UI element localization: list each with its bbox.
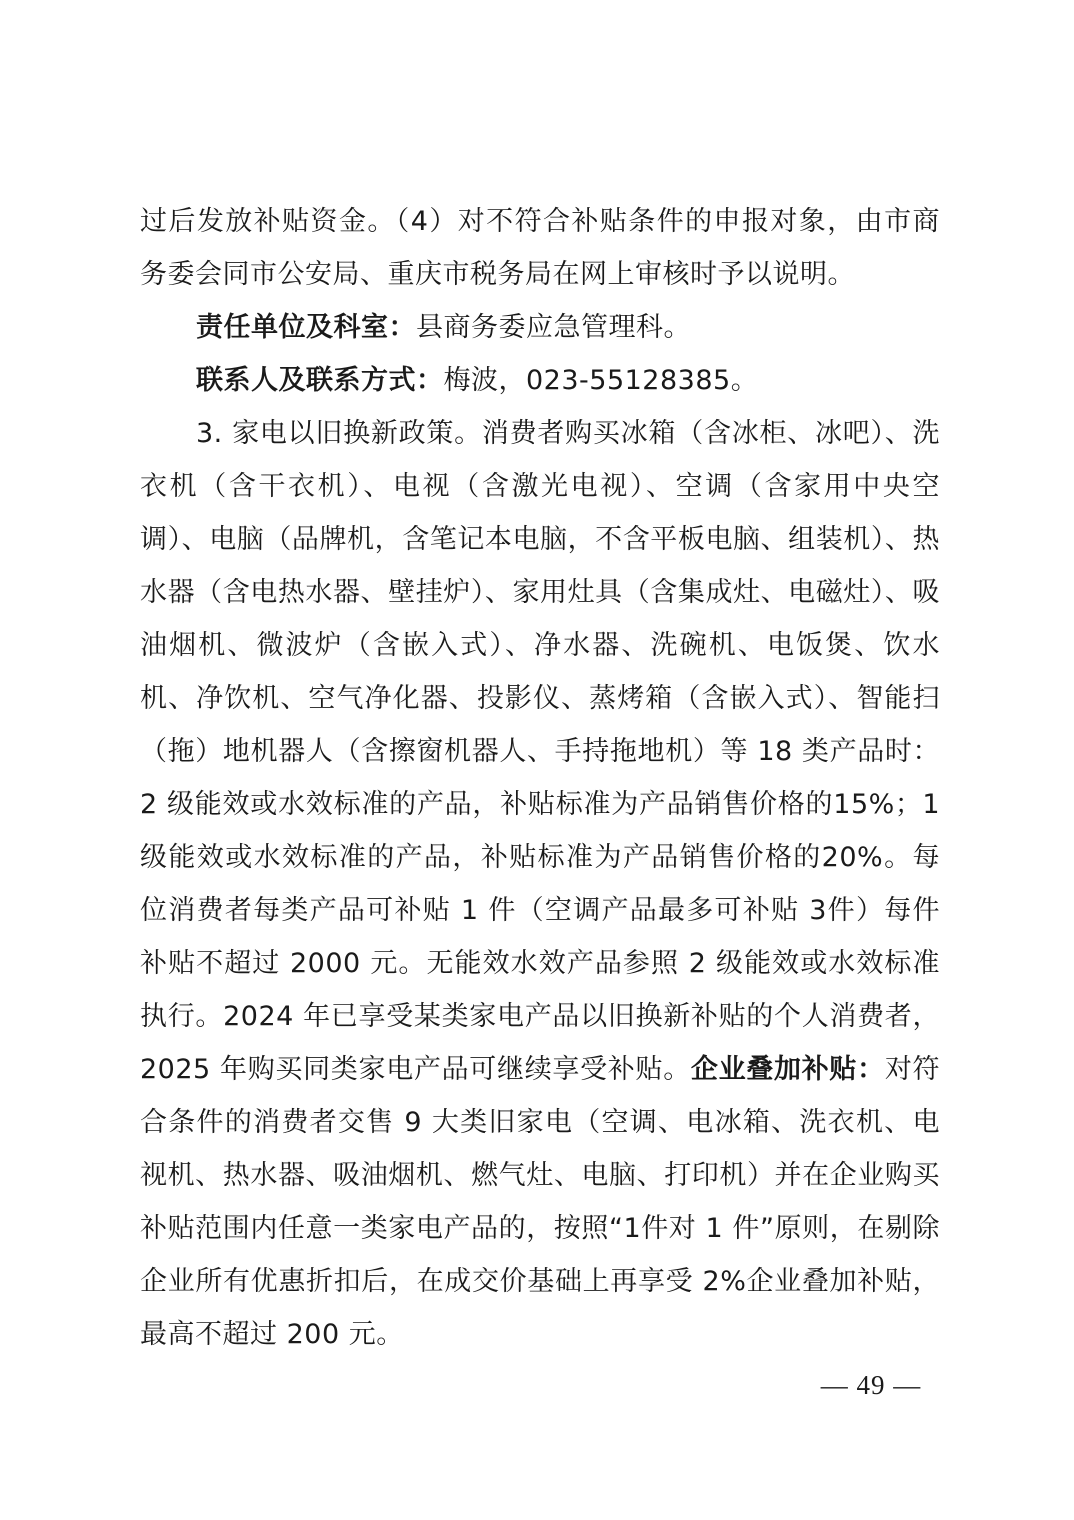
policy-text: 消费者购买冰箱（含冰柜、冰吧）、洗衣机（含干衣机）、电视（含激光电视）、空调（含家用中央空调）、电脑（品牌机，含笔记本电脑，不含平板电脑、组装机）、热水器（含电热水器、壁挂炉）、家用灶具（含集成灶、电磁灶）、吸油烟机、微波炉（含嵌入式）、净水器、洗碗机、电饭煲、饮水机、净饮机、空气净化器、投影仪、蒸烤箱（含嵌入式）、智能扫（拖）地机器人（含擦窗机器人、手持拖地机）等 18 类产品时：2 级能效或水效标准的产品，补贴标准为产品销售价格的15%；1 级能效或水效标准的产品，补贴标准为产品销售价格的20%。每位消费者每类产品可补贴 1 件（空调产品最多可补贴 3件）每件补贴不超过 2000 元。无能效水效产品参照 2 级能效或水效标准执行。2024 年已享受某类家电产品以旧换新补贴的个人消费者，2025 年购买同类家电产品可继续享受补贴。 (140, 418, 941, 1085)
contact-label: 联系人及联系方式： (196, 365, 444, 396)
contact-value: 梅波，023-55128385。 (443, 365, 759, 396)
responsible-unit-label: 责任单位及科室： (196, 312, 416, 343)
paragraph-subsidy-release (140, 195, 940, 301)
enterprise-subsidy-label: 企业叠加补贴： (690, 1054, 885, 1085)
paragraph-appliance-policy (140, 407, 940, 1361)
document-body (140, 195, 940, 1361)
paragraph-contact (140, 354, 940, 407)
paragraph-text: 过后发放补贴资金。（4）对不符合补贴条件的申报对象，由市商务委会同市公安局、重庆市税务局在网上审核时予以说明。 (140, 206, 940, 290)
policy-heading: 3. 家电以旧换新政策。 (196, 418, 482, 449)
enterprise-subsidy-text: 对符合条件的消费者交售 9 大类旧家电（空调、电冰箱、洗衣机、电视机、热水器、吸油烟机、燃气灶、电脑、打印机）并在企业购买补贴范围内任意一类家电产品的，按照“1件对 1 件”原则，在剔除企业所有优惠折扣后，在成交价基础上再享受 2%企业叠加补贴，最高不超过 200 元。 (140, 1054, 941, 1350)
paragraph-responsible-unit (140, 301, 940, 354)
page-number: — 49 — (820, 1370, 922, 1400)
responsible-unit-value: 县商务委应急管理科。 (416, 312, 691, 343)
